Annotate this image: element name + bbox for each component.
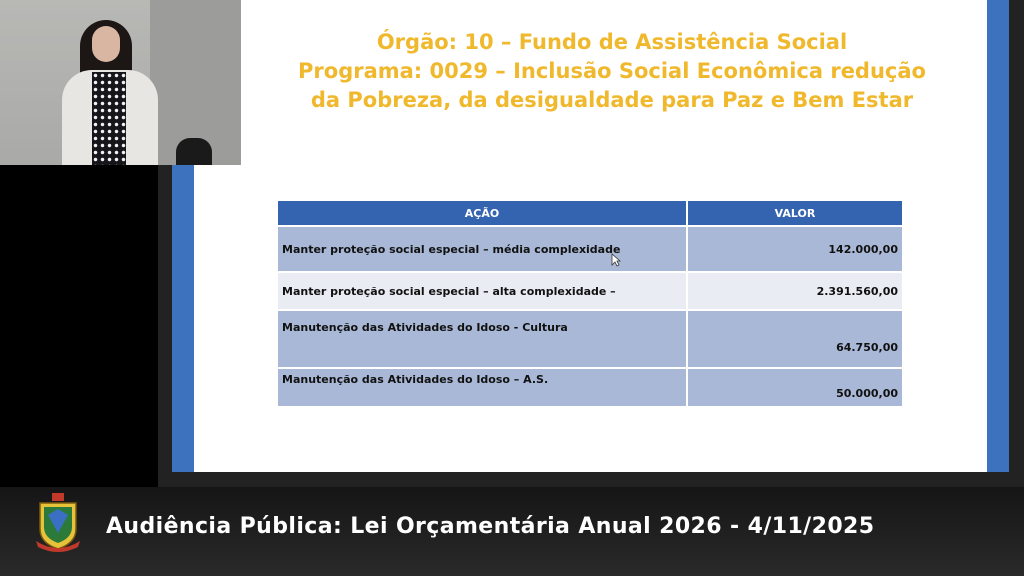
slide-title-line-1: Órgão: 10 – Fundo de Assistência Social (376, 30, 848, 54)
presenter-webcam (0, 0, 241, 165)
slide-accent-bar-left (172, 165, 194, 472)
table-cell-acao: Manter proteção social especial – média complexidade (278, 226, 687, 272)
banner-title: Audiência Pública: Lei Orçamentária Anual 2026 - 4/11/2025 (106, 514, 875, 539)
table-header-row (278, 201, 902, 226)
column-header-valor: VALOR (687, 201, 902, 226)
table-row (278, 368, 902, 406)
slide-title-line-2: Programa: 0029 – Inclusão Social Econômica redução (298, 59, 926, 83)
slide-title-line-3: da Pobreza, da desigualdade para Paz e Bem Estar (310, 88, 914, 112)
table-cell-valor: 50.000,00 (687, 368, 902, 406)
slide-title (232, 28, 992, 115)
lower-third-banner (0, 487, 1024, 576)
table-row (278, 226, 902, 272)
table-cell-valor: 142.000,00 (687, 226, 902, 272)
table-row (278, 310, 902, 368)
table-row (278, 272, 902, 310)
table-cell-valor: 64.750,00 (687, 310, 902, 368)
budget-table (278, 201, 902, 406)
mouse-cursor-icon (611, 253, 621, 267)
column-header-acao: AÇÃO (278, 201, 687, 226)
table-cell-valor: 2.391.560,00 (687, 272, 902, 310)
table-cell-acao: Manutenção das Atividades do Idoso – A.S. (278, 368, 687, 406)
presenter-blouse-pattern (92, 72, 126, 165)
municipal-crest-icon (34, 493, 82, 555)
webcam-chair (176, 138, 212, 165)
presentation-slide (172, 0, 1009, 472)
presenter-face (92, 26, 120, 62)
table-cell-acao: Manutenção das Atividades do Idoso - Cultura (278, 310, 687, 368)
table-cell-acao: Manter proteção social especial – alta complexidade – (278, 272, 687, 310)
